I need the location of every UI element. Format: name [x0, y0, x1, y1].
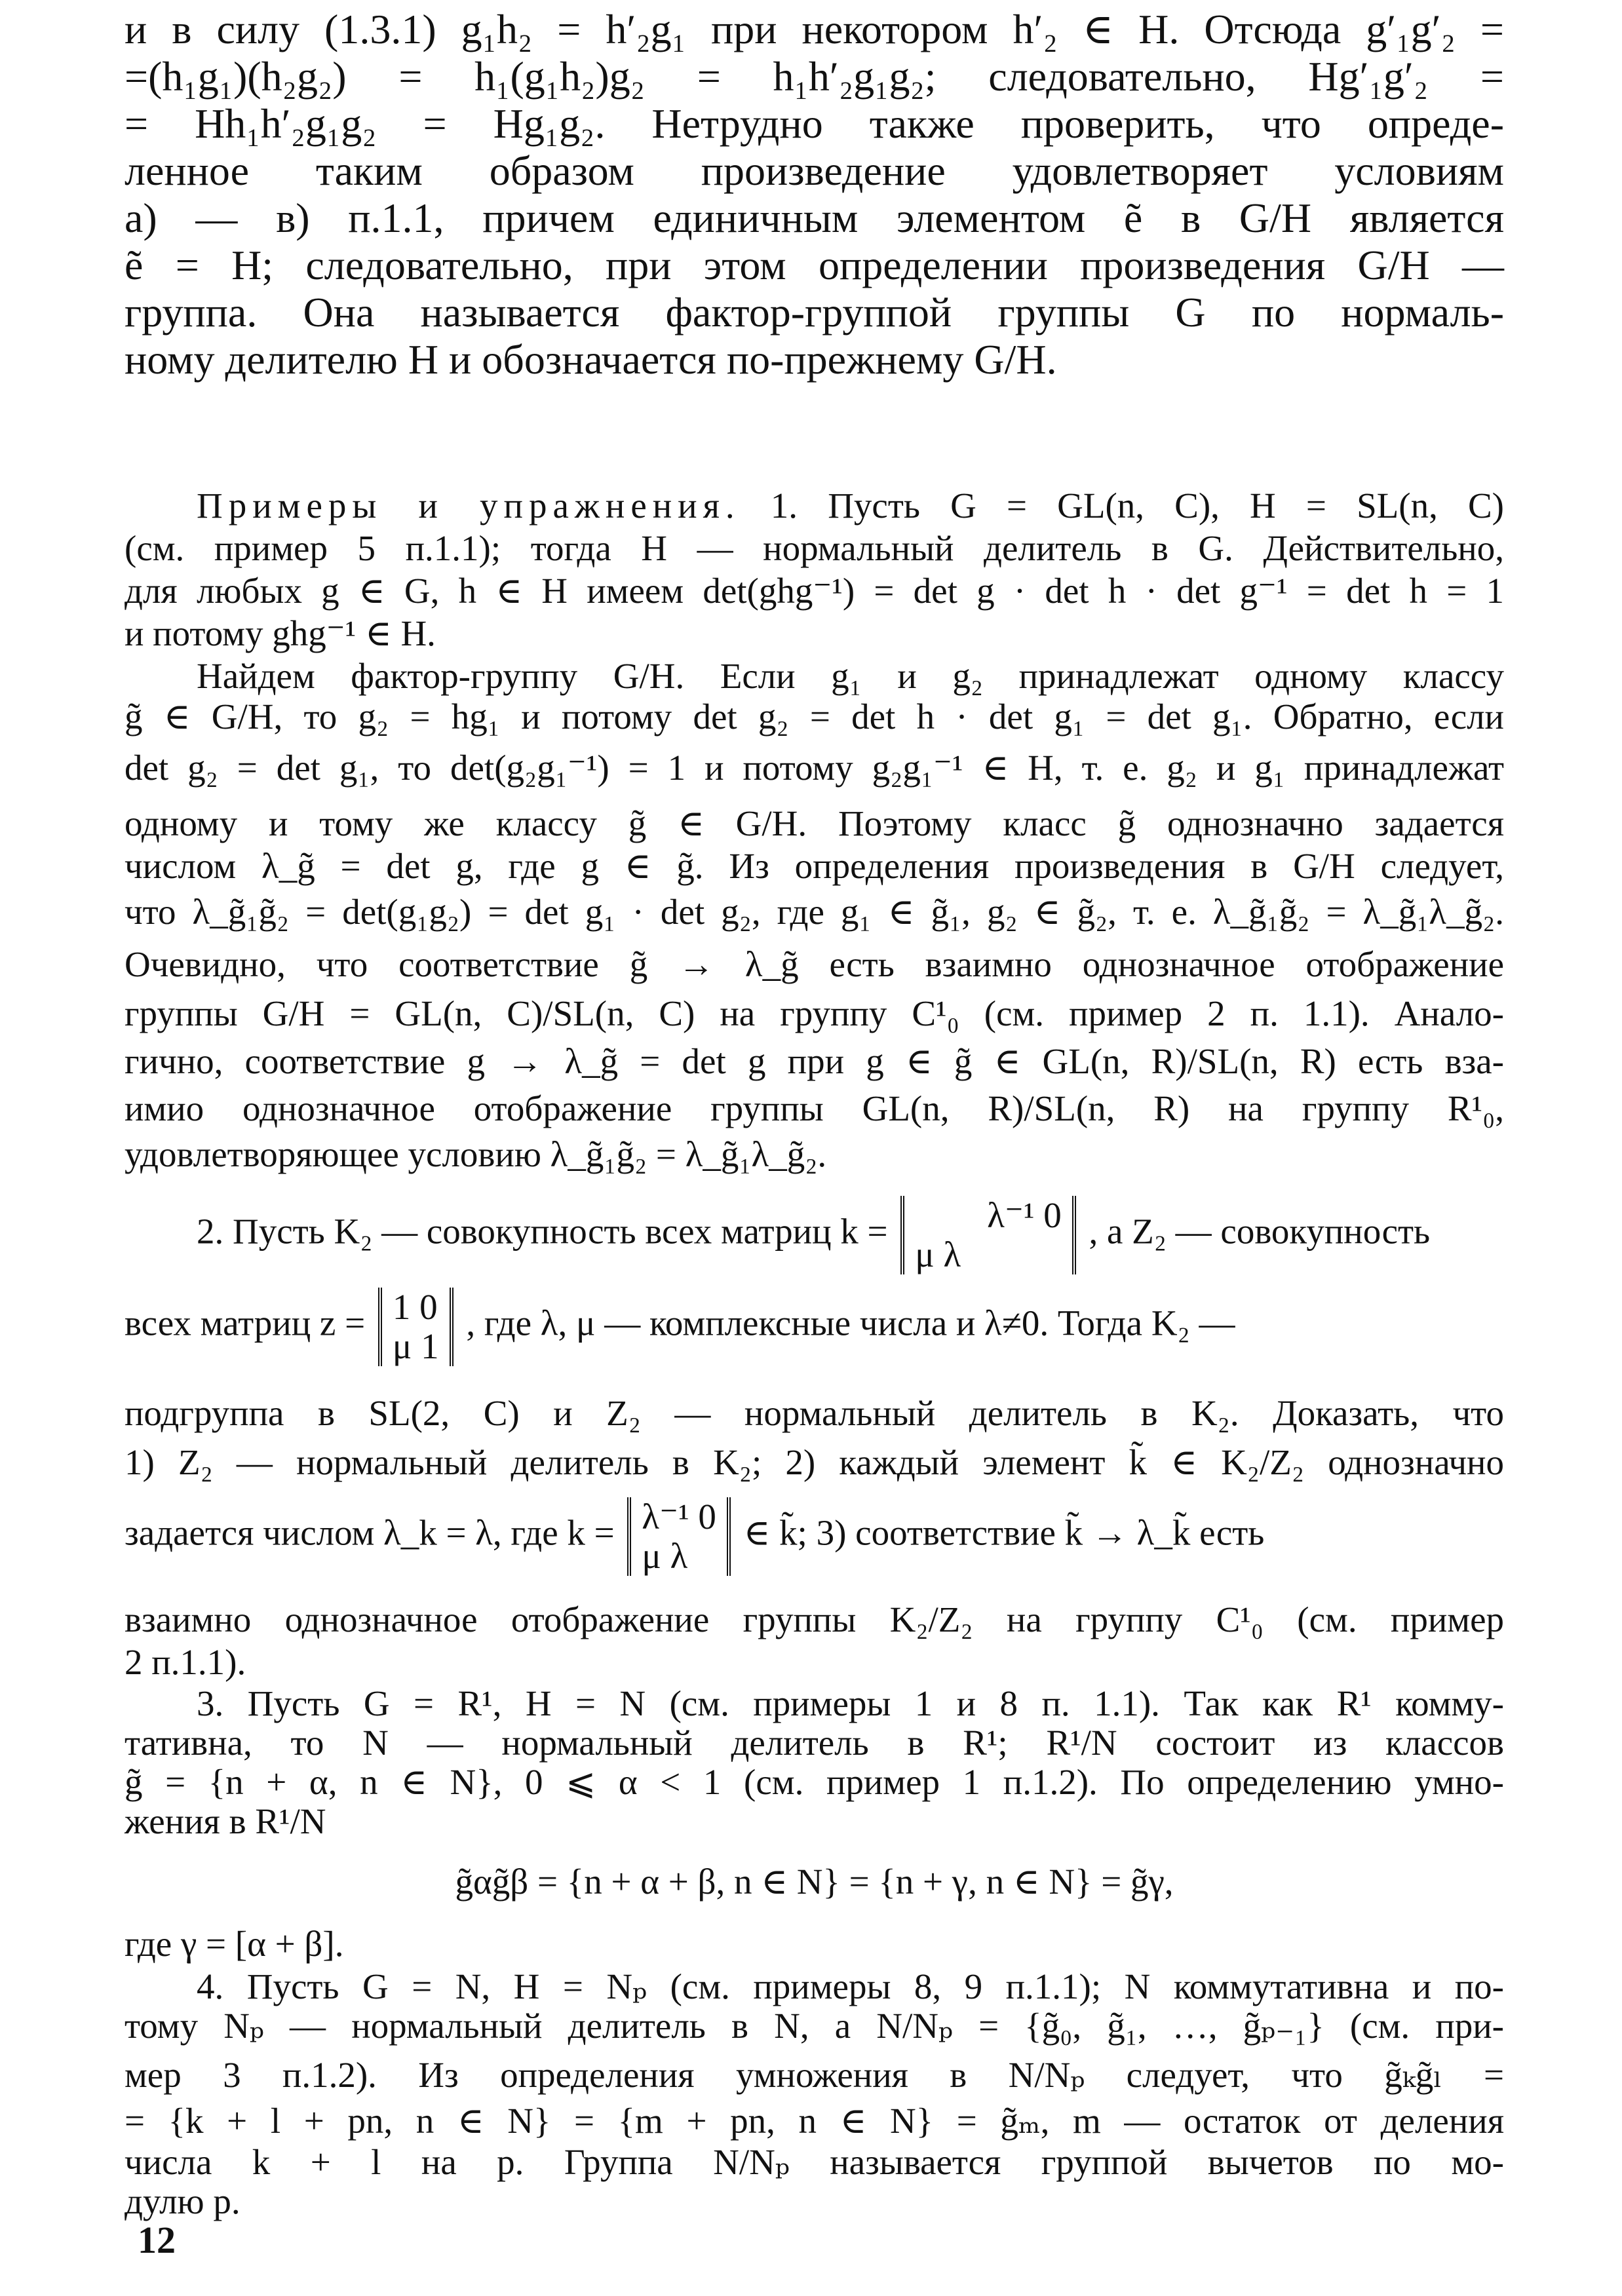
- matrix-row: 1 0: [392, 1287, 438, 1327]
- text-line: что λ_g̃₁g̃₂ = det(g₁g₂) = det g₁ · det g₂, где g₁ ∈ g̃₁, g₂ ∈ g̃₂, т. е. λ_g̃₁g̃₂ = λ_g̃₁λ_g̃₂.: [125, 892, 1504, 932]
- examples-heading: Примеры и упражнения.: [197, 486, 741, 526]
- text-line: 4. Пусть G = N, H = Nₚ (см. примеры 8, 9 п.1.1); N коммутативна и по-: [197, 1966, 1504, 2006]
- book-page: [125, 0, 1504, 2296]
- matrix-row: λ⁻¹ 0: [642, 1497, 716, 1537]
- text-fragment: , а Z₂ — совокупность: [1089, 1211, 1431, 1252]
- text-line: ẽ = H; следовательно, при этом определении произведения G/H —: [125, 242, 1504, 288]
- text-line: g̃ ∈ G/H, то g₂ = hg₁ и потому det g₂ = det h · det g₁ = det g₁. Обратно, если: [125, 697, 1504, 737]
- examples-heading-line: Примеры и упражнения. 1. Пусть G = GL(n, C), H = SL(n, C): [197, 486, 1504, 526]
- text-line: а) — в) п.1.1, причем единичным элементом ẽ в G/H является: [125, 195, 1504, 241]
- text-line: 2 п.1.1).: [125, 1642, 246, 1682]
- page-number: 12: [138, 2219, 176, 2261]
- text-line: для любых g ∈ G, h ∈ H имеем det(ghg⁻¹) = det g · det h · det g⁻¹ = det h = 1: [125, 571, 1504, 611]
- text-line: взаимно однозначное отображение группы K₂/Z₂ на группу C¹₀ (см. пример: [125, 1599, 1504, 1639]
- text-line: = {k + l + pn, n ∈ N} = {m + pn, n ∈ N} = g̃ₘ, m — остаток от деления: [125, 2101, 1504, 2141]
- text-line: жения в R¹/N: [125, 1801, 326, 1841]
- matrix-z: [378, 1288, 454, 1366]
- text-line: Очевидно, что соответствие g̃ → λ_g̃ есть взаимно однозначное отображение: [125, 944, 1504, 984]
- text-line: одному и тому же классу g̃ ∈ G/H. Поэтому класс g̃ однозначно задается: [125, 803, 1504, 843]
- text-line: 1) Z₂ — нормальный делитель в K₂; 2) каждый элемент k̃ ∈ K₂/Z₂ однозначно: [125, 1442, 1504, 1482]
- text-line: тативна, то N — нормальный делитель в R¹; R¹/N состоит из классов: [125, 1723, 1504, 1763]
- text-line: и потому ghg⁻¹ ∈ H.: [125, 613, 436, 653]
- text-line: гично, соответствие g → λ_g̃ = det g при g ∈ g̃ ∈ GL(n, R)/SL(n, R) есть вза-: [125, 1041, 1504, 1081]
- text-line: [125, 1288, 1504, 1366]
- text-line: подгруппа в SL(2, C) и Z₂ — нормальный делитель в K₂. Доказать, что: [125, 1393, 1504, 1433]
- text-line: удовлетворяющее условию λ_g̃₁g̃₂ = λ_g̃₁λ_g̃₂.: [125, 1134, 827, 1174]
- matrix-row: μ λ: [642, 1536, 688, 1576]
- text-line: det g₂ = det g₁, то det(g₂g₁⁻¹) = 1 и потому g₂g₁⁻¹ ∈ H, т. е. g₂ и g₁ принадлежат: [125, 748, 1504, 788]
- text-line: где γ = [α + β].: [125, 1924, 344, 1964]
- text-line: ному делителю H и обозначается по-прежнему G/H.: [125, 336, 1057, 383]
- text-line: тому Nₚ — нормальный делитель в N, а N/Nₚ = {g̃₀, g̃₁, …, g̃ₚ₋₁} (см. при-: [125, 2006, 1504, 2046]
- text-line: числом λ_g̃ = det g, где g ∈ g̃. Из определения произведения в G/H следует,: [125, 846, 1504, 886]
- text-line: имио однозначное отображение группы GL(n, R)/SL(n, R) на группу R¹₀,: [125, 1088, 1504, 1128]
- matrix-row: μ λ: [915, 1234, 961, 1274]
- text-fragment: , где λ, μ — комплексные числа и λ≠0. Тогда K₂ —: [466, 1303, 1235, 1343]
- text-line: g̃ = {n + α, n ∈ N}, 0 ⩽ α < 1 (см. пример 1 п.1.2). По определению умно-: [125, 1762, 1504, 1802]
- matrix-row: λ⁻¹ 0: [987, 1195, 1062, 1235]
- matrix-k: [627, 1497, 730, 1576]
- matrix-row: μ 1: [392, 1326, 439, 1366]
- text-line: числа k + l на p. Группа N/Nₚ называется группой вычетов по мо-: [125, 2142, 1504, 2182]
- text-line: [125, 1497, 1504, 1576]
- text-fragment: задается числом λ_k = λ, где k =: [125, 1512, 615, 1553]
- text-line: группа. Она называется фактор-группой группы G по нормаль-: [125, 289, 1504, 335]
- text-line: 3. Пусть G = R¹, H = N (см. примеры 1 и 8 п. 1.1). Так как R¹ комму-: [197, 1683, 1504, 1723]
- display-formula: g̃αg̃β = {n + α + β, n ∈ N} = {n + γ, n ∈ N} = g̃γ,: [455, 1862, 1174, 1902]
- text-line: =(h₁g₁)(h₂g₂) = h₁(g₁h₂)g₂ = h₁h′₂g₁g₂; следовательно, Hg′₁g′₂ =: [125, 53, 1504, 100]
- text-line: ленное таким образом произведение удовлетворяет условиям: [125, 147, 1504, 194]
- text-line: Найдем фактор-группу G/H. Если g₁ и g₂ принадлежат одному классу: [197, 656, 1504, 696]
- text-fragment: 2. Пусть K₂ — совокупность всех матриц k =: [197, 1211, 888, 1252]
- text-line: и в силу (1.3.1) g₁h₂ = h′₂g₁ при некотором h′₂ ∈ H. Отсюда g′₁g′₂ =: [125, 6, 1504, 52]
- text-line: дулю p.: [125, 2181, 241, 2221]
- text-line: группы G/H = GL(n, C)/SL(n, C) на группу C¹₀ (см. пример 2 п. 1.1). Анало-: [125, 993, 1504, 1033]
- matrix-k: [900, 1196, 1075, 1274]
- text-fragment: ∈ k̃; 3) соответствие k̃ → λ_k̃ есть: [743, 1512, 1265, 1553]
- text-line: = Hh₁h′₂g₁g₂ = Hg₁g₂. Нетрудно также проверить, что опреде-: [125, 100, 1504, 147]
- text-fragment: всех матриц z =: [125, 1303, 366, 1343]
- text-line: (см. пример 5 п.1.1); тогда H — нормальный делитель в G. Действительно,: [125, 528, 1504, 568]
- text-line: мер 3 п.1.2). Из определения умножения в N/Nₚ следует, что g̃ₖg̃ₗ =: [125, 2055, 1504, 2095]
- text-line: [125, 1196, 1504, 1274]
